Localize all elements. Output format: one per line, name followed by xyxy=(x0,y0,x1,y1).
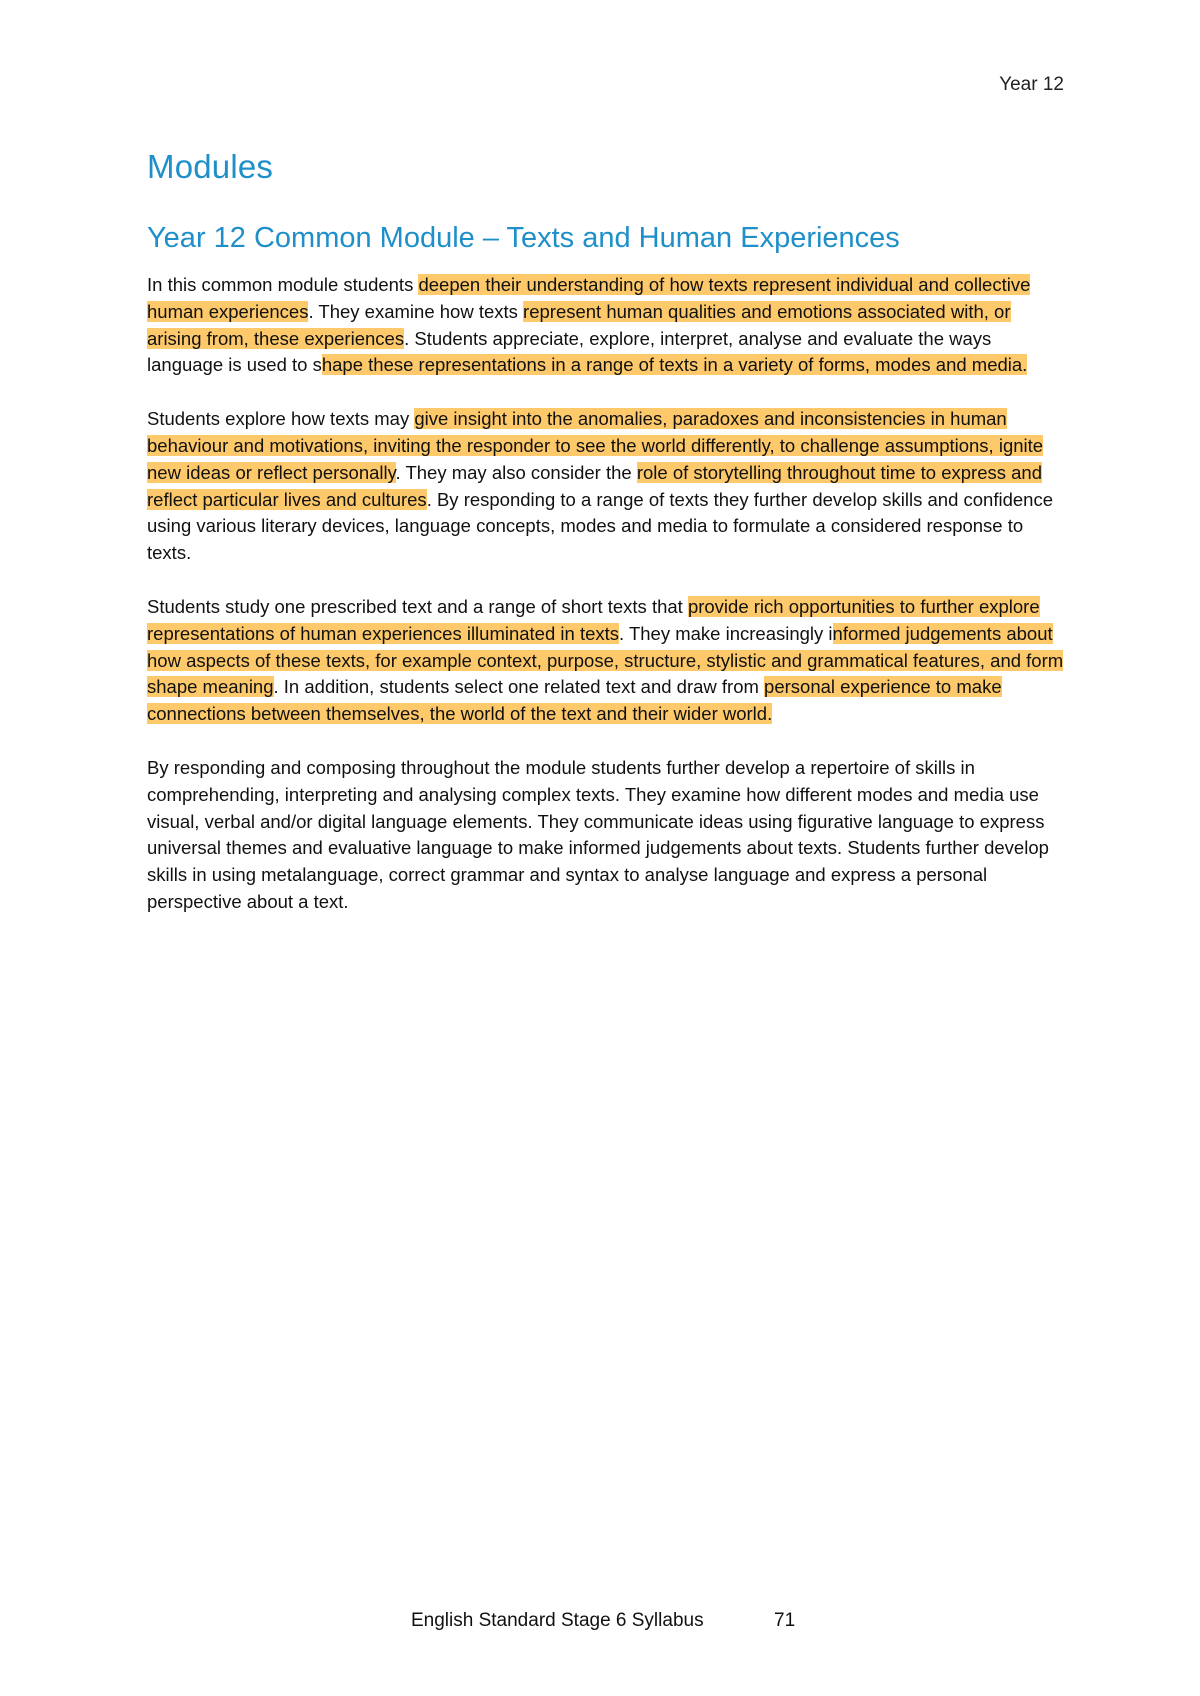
highlighted-text: deepen their understanding of how texts represent individual and collective human experiences xyxy=(147,274,1031,322)
footer-page-number: 71 xyxy=(774,1610,796,1631)
highlighted-text: nformed judgements about how aspects of these texts, for example context, purpose, structure, stylistic and grammatical features, and form shape meaning xyxy=(147,622,1064,698)
body-paragraph xyxy=(147,272,1065,379)
text-segment: . They may also consider the xyxy=(395,461,637,483)
highlighted-text: role of storytelling throughout time to express and reflect particular lives and cultures xyxy=(147,461,1042,510)
body-paragraph xyxy=(147,594,1065,728)
highlighted-text: give insight into the anomalies, paradoxes and inconsistencies in human behaviour and motivations, inviting the responder to see the world differently, to challenge assumptions, ignite new ideas or reflect personally xyxy=(147,408,1044,483)
text-segment: Students explore how texts may xyxy=(147,408,415,430)
text-segment: . They examine how texts xyxy=(308,300,524,322)
page-title: Modules xyxy=(147,148,274,185)
section-heading: Year 12 Common Module – Texts and Human Experiences xyxy=(147,222,900,254)
highlighted-text: represent human qualities and emotions associated with, or arising from, these experiences xyxy=(147,300,1011,349)
running-header: Year 12 xyxy=(999,74,1064,95)
highlighted-text: hape these representations in a range of texts in a variety of forms, modes and media. xyxy=(321,354,1028,376)
highlighted-text: provide rich opportunities to further explore representations of human experiences illuminated in texts xyxy=(147,595,1040,644)
body-paragraph xyxy=(147,406,1065,567)
module-description xyxy=(147,272,1065,943)
text-segment: In this common module students xyxy=(147,274,419,295)
text-segment: . In addition, students select one related text and draw from xyxy=(273,676,765,698)
footer-document-name: English Standard Stage 6 Syllabus xyxy=(411,1610,704,1631)
text-segment: By responding and composing throughout the module students further develop a repertoire of skills in comprehending, interpreting and analysing complex texts. They examine how different modes and media use visual, verbal and/or digital language elements. They communicate ideas using figurative language to express universal themes and evaluative language to make informed judgements about texts. Students further develop skills in using metalanguage, correct grammar and syntax to analyse language and express a personal perspective about a text. xyxy=(147,756,1049,912)
text-segment: . They make increasingly i xyxy=(619,622,833,644)
text-segment: . By responding to a range of texts they further develop skills and confidence using various literary devices, language concepts, modes and media to formulate a considered response to texts. xyxy=(147,488,1053,564)
highlighted-text: personal experience to make connections between themselves, the world of the text and their wider world. xyxy=(147,676,1002,725)
body-paragraph xyxy=(147,755,1065,916)
text-segment: Students study one prescribed text and a range of short texts that xyxy=(147,595,688,617)
text-segment: . Students appreciate, explore, interpret, analyse and evaluate the ways language is used to s xyxy=(147,327,992,376)
